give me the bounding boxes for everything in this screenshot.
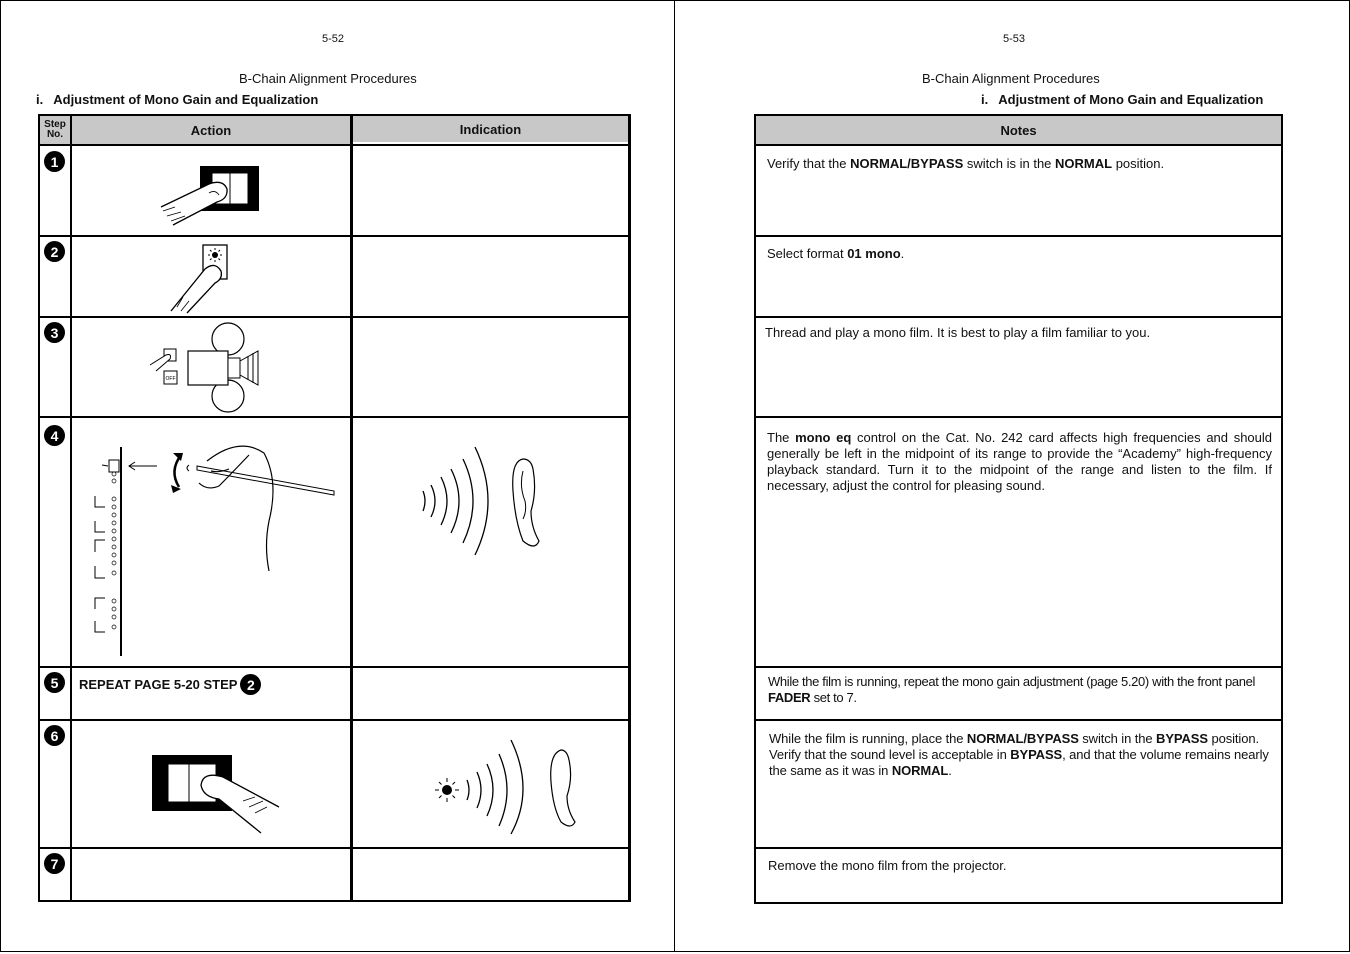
note-bold: NORMAL/BYPASS	[966, 731, 1079, 746]
note-text: Verify that the	[767, 156, 851, 171]
note-text: position.	[1112, 156, 1165, 171]
step-number-badge: 7	[44, 853, 65, 874]
column-header-notes: Notes	[756, 116, 1281, 144]
note-bold: BYPASS	[1156, 731, 1208, 746]
sound-waves-ear-icon	[411, 441, 551, 561]
note-step-7	[768, 858, 1276, 874]
finger-press-bypass-switch-icon	[151, 741, 291, 841]
section-label: i.	[36, 92, 44, 107]
row-divider	[754, 666, 1283, 668]
note-bold: NORMAL/BYPASS	[850, 156, 964, 171]
section-label: i.	[981, 92, 989, 107]
note-step-4	[767, 430, 1272, 494]
table-border-bottom	[38, 900, 631, 902]
note-text: .	[948, 763, 952, 778]
left-page	[0, 0, 675, 952]
row-divider	[754, 719, 1283, 721]
note-bold: NORMAL	[1055, 156, 1113, 171]
note-bold: mono eq	[795, 430, 852, 445]
row-divider	[38, 847, 631, 849]
step-5-action	[79, 675, 261, 696]
table-border-right	[1281, 114, 1283, 904]
note-bold: NORMAL	[891, 763, 949, 778]
note-text: control on the Cat. No. 242 card affects high frequencies and should generally be left in the midpoint of its range to provide the “Academy” high-frequency playback standard. Turn it to the midpoint of the range and listen to the film. If necessary, adjust the control for pleasing sound.	[767, 430, 1273, 493]
section-title: Adjustment of Mono Gain and Equalization	[998, 92, 1264, 107]
row-divider	[754, 316, 1283, 318]
lamp-sound-waves-ear-icon	[431, 736, 581, 836]
note-text: Remove the mono film from the projector.	[768, 858, 1007, 873]
note-step-5	[768, 674, 1273, 706]
right-page	[674, 0, 1350, 952]
column-header-step: Step No.	[40, 116, 70, 144]
section-heading	[36, 92, 318, 107]
table-divider-action	[350, 114, 353, 902]
finger-press-switch-icon	[151, 159, 271, 234]
row-divider	[754, 847, 1283, 849]
row-divider	[38, 666, 631, 668]
row-divider	[754, 144, 1283, 146]
step-number-badge: 2	[44, 241, 65, 262]
note-text: position. Verify that the sound level is acceptable in	[769, 731, 1259, 762]
note-bold: FADER	[768, 690, 811, 705]
page-number: 5-53	[1003, 33, 1026, 45]
table-border-bottom	[754, 902, 1283, 904]
step-number-badge: 5	[44, 672, 65, 693]
note-step-1	[767, 156, 1275, 172]
note-step-6	[769, 731, 1277, 779]
note-text: Select format	[767, 246, 848, 261]
column-header-indication: Indication	[353, 116, 628, 142]
row-divider	[754, 235, 1283, 237]
step-number-badge: 1	[44, 151, 65, 172]
table-border-right	[628, 114, 631, 902]
note-text: switch is in the	[963, 156, 1056, 171]
section-heading	[981, 92, 1263, 107]
note-text: , and that the volume remains nearly the same as it was in	[769, 747, 1269, 778]
step-number-badge: 4	[44, 425, 65, 446]
note-step-2	[767, 246, 1275, 262]
row-divider	[754, 416, 1283, 418]
table-border-left	[754, 114, 756, 904]
note-text: Thread and play a mono film. It is best to play a film familiar to you.	[765, 325, 1151, 340]
step-reference-badge: 2	[240, 674, 261, 695]
note-text: set to 7.	[810, 690, 857, 705]
note-text: The	[767, 430, 796, 445]
column-header-action: Action	[72, 116, 350, 144]
note-bold: BYPASS	[1010, 747, 1063, 762]
step-number-badge: 3	[44, 322, 65, 343]
note-bold: 01 mono	[847, 246, 901, 261]
note-step-3	[765, 325, 1275, 341]
row-divider	[38, 144, 631, 146]
note-text: .	[900, 246, 905, 261]
chapter-title: B-Chain Alignment Procedures	[922, 71, 1100, 86]
table-divider-step	[70, 114, 72, 902]
row-divider	[38, 235, 631, 237]
projector-icon	[146, 321, 286, 415]
off-label: OFF	[165, 376, 176, 382]
section-title: Adjustment of Mono Gain and Equalization	[53, 92, 319, 107]
note-text: While the film is running, place the	[769, 731, 967, 746]
step-number-badge: 6	[44, 725, 65, 746]
card-adjustment-illustration	[89, 441, 344, 661]
chapter-title: B-Chain Alignment Procedures	[239, 71, 417, 86]
row-divider	[38, 416, 631, 418]
repeat-instruction: REPEAT PAGE 5-20 STEP	[79, 676, 238, 692]
row-divider	[38, 719, 631, 721]
note-text: While the film is running, repeat the mono gain adjustment (page 5.20) with the front panel	[768, 674, 1256, 689]
note-text: switch in the	[1078, 731, 1157, 746]
finger-press-lamp-button-icon	[161, 241, 241, 316]
page-number: 5-52	[322, 33, 345, 45]
table-border-left	[38, 114, 40, 902]
row-divider	[38, 316, 631, 318]
